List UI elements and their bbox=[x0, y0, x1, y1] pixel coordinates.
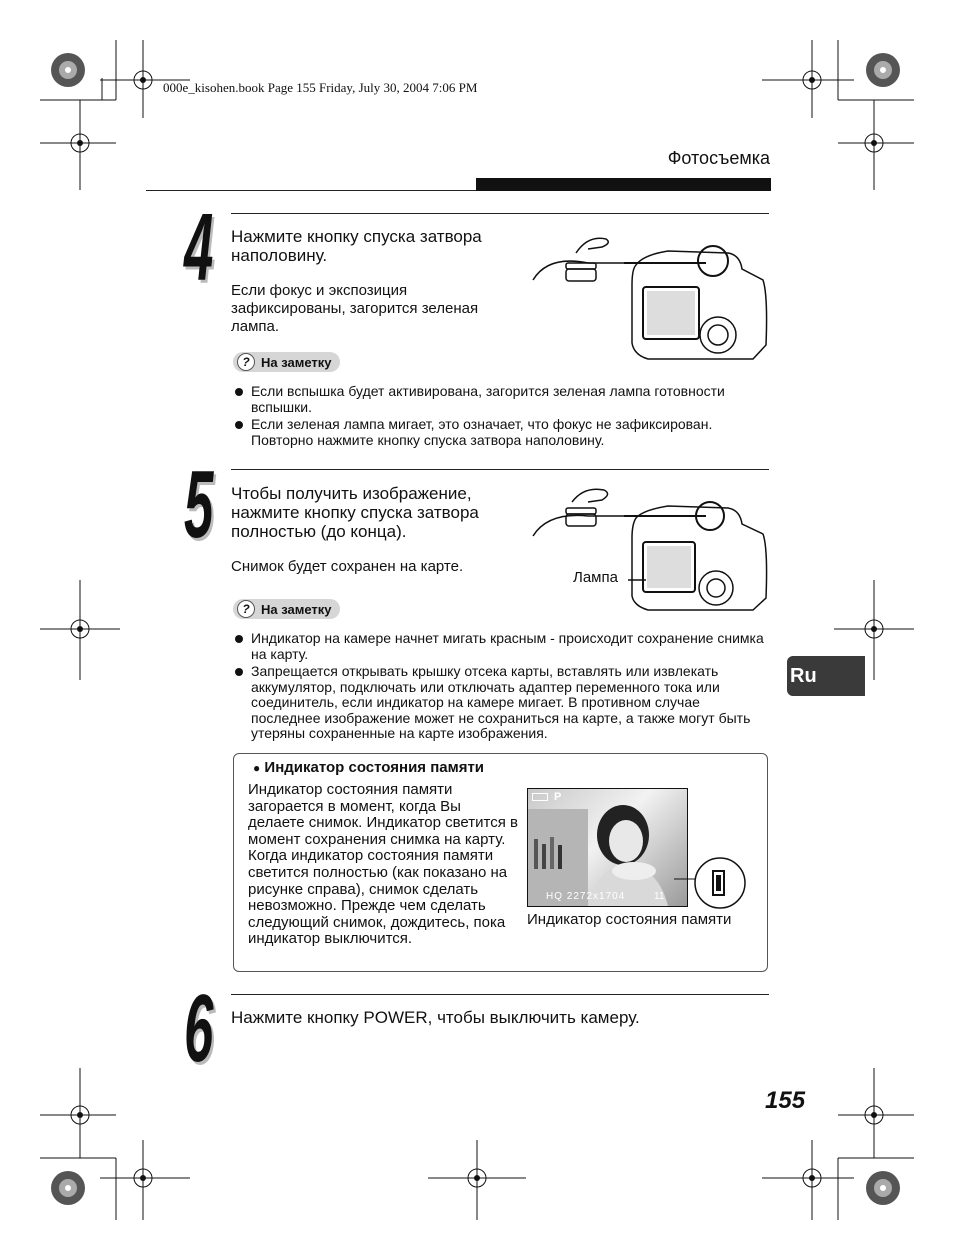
language-tab: Ru bbox=[787, 656, 865, 696]
list-item: Запрещается открывать крышку отсека карты, вставлять или извлекать аккумулятор, подключать или отключать адаптер переменного тока или соединитель, если индикатор на камере мигает. В противном случае последнее изображение может не сохраниться на карте, а также могут быть утеряны сохраненные на карте изображения. bbox=[234, 664, 769, 742]
step-4-title: Нажмите кнопку спуска затвора наполовину. bbox=[231, 227, 482, 265]
memory-indicator-zoom bbox=[670, 855, 752, 911]
memory-box-title: ● Индикатор состояния памяти bbox=[253, 759, 485, 776]
list-item: Индикатор на камере начнет мигать красным - происходит сохранение снимка на карту. bbox=[234, 631, 769, 662]
note-label: На заметку bbox=[261, 354, 332, 370]
step-5-title: Чтобы получить изображение, нажмите кнопку спуска затвора полностью (до конца). bbox=[231, 484, 479, 541]
lamp-label: Лампа bbox=[573, 569, 618, 586]
screen-mode: P bbox=[554, 791, 562, 803]
header-rule bbox=[146, 190, 476, 191]
step-6-number: 6 bbox=[184, 975, 214, 1082]
step-5-notes bbox=[234, 631, 769, 744]
step-4-notes bbox=[234, 384, 764, 450]
question-icon: ? bbox=[237, 600, 255, 618]
camera-full-press-illustration bbox=[528, 488, 773, 616]
step-4-rule bbox=[231, 213, 769, 214]
file-info-header: 000e_kisohen.book Page 155 Friday, July 30, 2004 7:06 PM bbox=[163, 80, 478, 95]
bullet-icon: ● bbox=[253, 761, 261, 775]
memory-indicator-caption: Индикатор состояния памяти bbox=[527, 911, 732, 928]
step-6-title: Нажмите кнопку POWER, чтобы выключить камеру. bbox=[231, 1008, 640, 1027]
step-4-number: 4 bbox=[184, 194, 214, 301]
memory-box-text: Индикатор состояния памяти загорается в момент, когда Вы делаете снимок. Индикатор светится в момент сохранения снимка на карту. Когда индикатор состояния памяти светится полностью (как показано на рисунке справа), снимок сделать невозможно. Прежде чем сделать следующий снимок, дождитесь, пока индикатор выключится. bbox=[248, 781, 518, 948]
question-icon: ? bbox=[237, 353, 255, 371]
note-label: На заметку bbox=[261, 601, 332, 617]
screen-info: HQ 2272x1704 bbox=[546, 891, 626, 902]
section-title: Фотосъемка bbox=[667, 148, 770, 168]
page-number: 155 bbox=[765, 1087, 806, 1114]
header-bar bbox=[476, 178, 771, 191]
woman-photo-icon bbox=[528, 789, 687, 906]
camera-screen-image bbox=[527, 788, 688, 907]
step-4-body: Если фокус и экспозиция зафиксированы, загорится зеленая лампа. bbox=[231, 282, 479, 335]
screen-count: 11 bbox=[654, 891, 665, 902]
list-item: Если вспышка будет активирована, загорится зеленая лампа готовности вспышки. bbox=[234, 384, 764, 415]
step-5-note-badge bbox=[233, 599, 340, 619]
battery-icon bbox=[532, 793, 548, 801]
step-5-body: Снимок будет сохранен на карте. bbox=[231, 558, 464, 575]
camera-half-press-illustration bbox=[528, 225, 773, 363]
step-5-rule bbox=[231, 469, 769, 470]
step-6-rule bbox=[231, 994, 769, 995]
step-4-note-badge bbox=[233, 352, 340, 372]
list-item: Если зеленая лампа мигает, это означает, что фокус не зафиксирован. Повторно нажмите кнопку спуска затвора наполовину. bbox=[234, 417, 764, 448]
step-5-number: 5 bbox=[184, 451, 214, 558]
